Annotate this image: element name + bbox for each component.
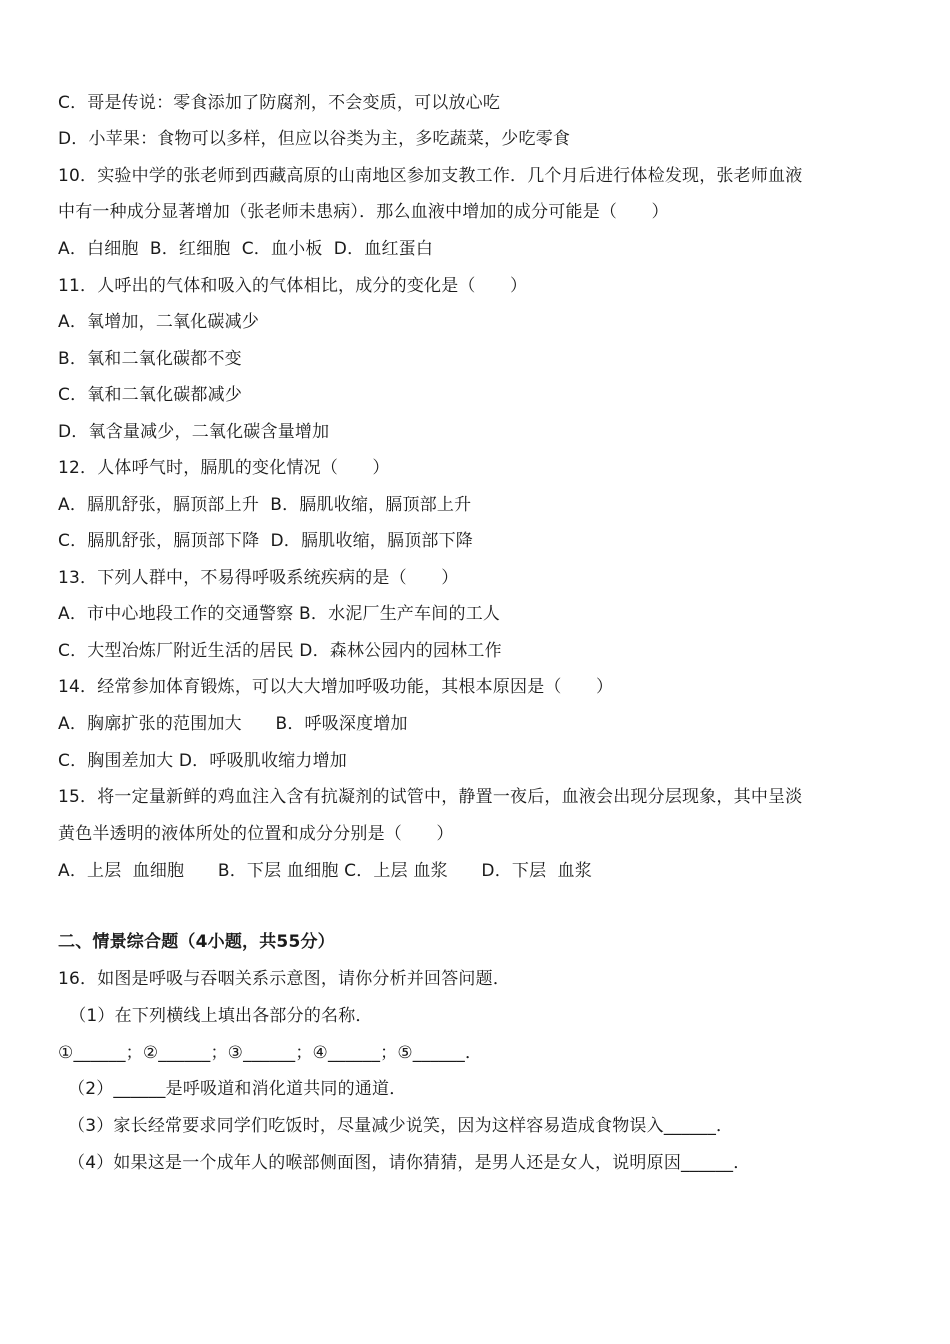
option-9d: D．小苹果：食物可以多样，但应以谷类为主，多吃蔬菜，少吃零食 [58, 129, 571, 149]
question-10-line-1: 10．实验中学的张老师到西藏高原的山南地区参加支教工作．几个月后进行体检发现，张老师血液 [58, 166, 803, 186]
question-12: 12．人体呼气时，膈肌的变化情况（ ） [58, 458, 390, 478]
question-14: 14．经常参加体育锻炼，可以大大增加呼吸功能，其根本原因是（ ） [58, 677, 614, 697]
question-13-options-cd: C．大型冶炼厂附近生活的居民 D．森林公园内的园林工作 [58, 641, 502, 661]
question-15-options: A．上层 血细胞 B．下层 血细胞 C．上层 血浆 D．下层 血浆 [58, 861, 592, 881]
question-16-part-4: （4）如果这是一个成年人的喉部侧面图，请你猜猜，是男人还是女人，说明原因______． [68, 1153, 751, 1173]
question-15-line-2: 黄色半透明的液体所处的位置和成分分别是（ ） [58, 824, 454, 844]
question-15-line-1: 15．将一定量新鲜的鸡血注入含有抗凝剂的试管中，静置一夜后，血液会出现分层现象，其中呈淡 [58, 787, 803, 807]
question-11: 11．人呼出的气体和吸入的气体相比，成分的变化是（ ） [58, 276, 528, 296]
question-12-options-ab: A．膈肌舒张，膈顶部上升 B．膈肌收缩，膈顶部上升 [58, 495, 472, 515]
option-9c: C．哥是传说：零食添加了防腐剂，不会变质，可以放心吃 [58, 93, 501, 113]
question-12-options-cd: C．膈肌舒张，膈顶部下降 D．膈肌收缩，膈顶部下降 [58, 531, 473, 551]
option-11b: B．氧和二氧化碳都不变 [58, 349, 242, 369]
section-heading: 二、情景综合题（4小题，共55分） [58, 932, 335, 952]
question-14-options-cd: C．胸围差加大 D．呼吸肌收缩力增加 [58, 751, 347, 771]
option-11d: D．氧含量减少，二氧化碳含量增加 [58, 422, 330, 442]
question-16: 16．如图是呼吸与吞咽关系示意图，请你分析并回答问题． [58, 969, 511, 989]
question-10-line-2: 中有一种成分显著增加（张老师未患病）．那么血液中增加的成分可能是（ ） [58, 202, 669, 222]
question-13: 13．下列人群中，不易得呼吸系统疾病的是（ ） [58, 568, 459, 588]
question-16-part-3: （3）家长经常要求同学们吃饭时，尽量减少说笑，因为这样容易造成食物误入______． [68, 1116, 734, 1136]
question-13-options-ab: A．市中心地段工作的交通警察 B．水泥厂生产车间的工人 [58, 604, 501, 624]
option-11a: A．氧增加，二氧化碳减少 [58, 312, 260, 332]
question-16-part-2: （2）______是呼吸道和消化道共同的通道． [68, 1079, 407, 1099]
question-10-options: A．白细胞 B．红细胞 C．血小板 D．血红蛋白 [58, 239, 434, 259]
question-16-part-1: （1）在下列横线上填出各部分的名称． [58, 1006, 373, 1026]
option-11c: C．氧和二氧化碳都减少 [58, 385, 243, 405]
question-16-blanks: ①______；②______；③______；④______；⑤______． [58, 1043, 483, 1063]
question-14-options-ab: A．胸廓扩张的范围加大 B．呼吸深度增加 [58, 714, 408, 734]
